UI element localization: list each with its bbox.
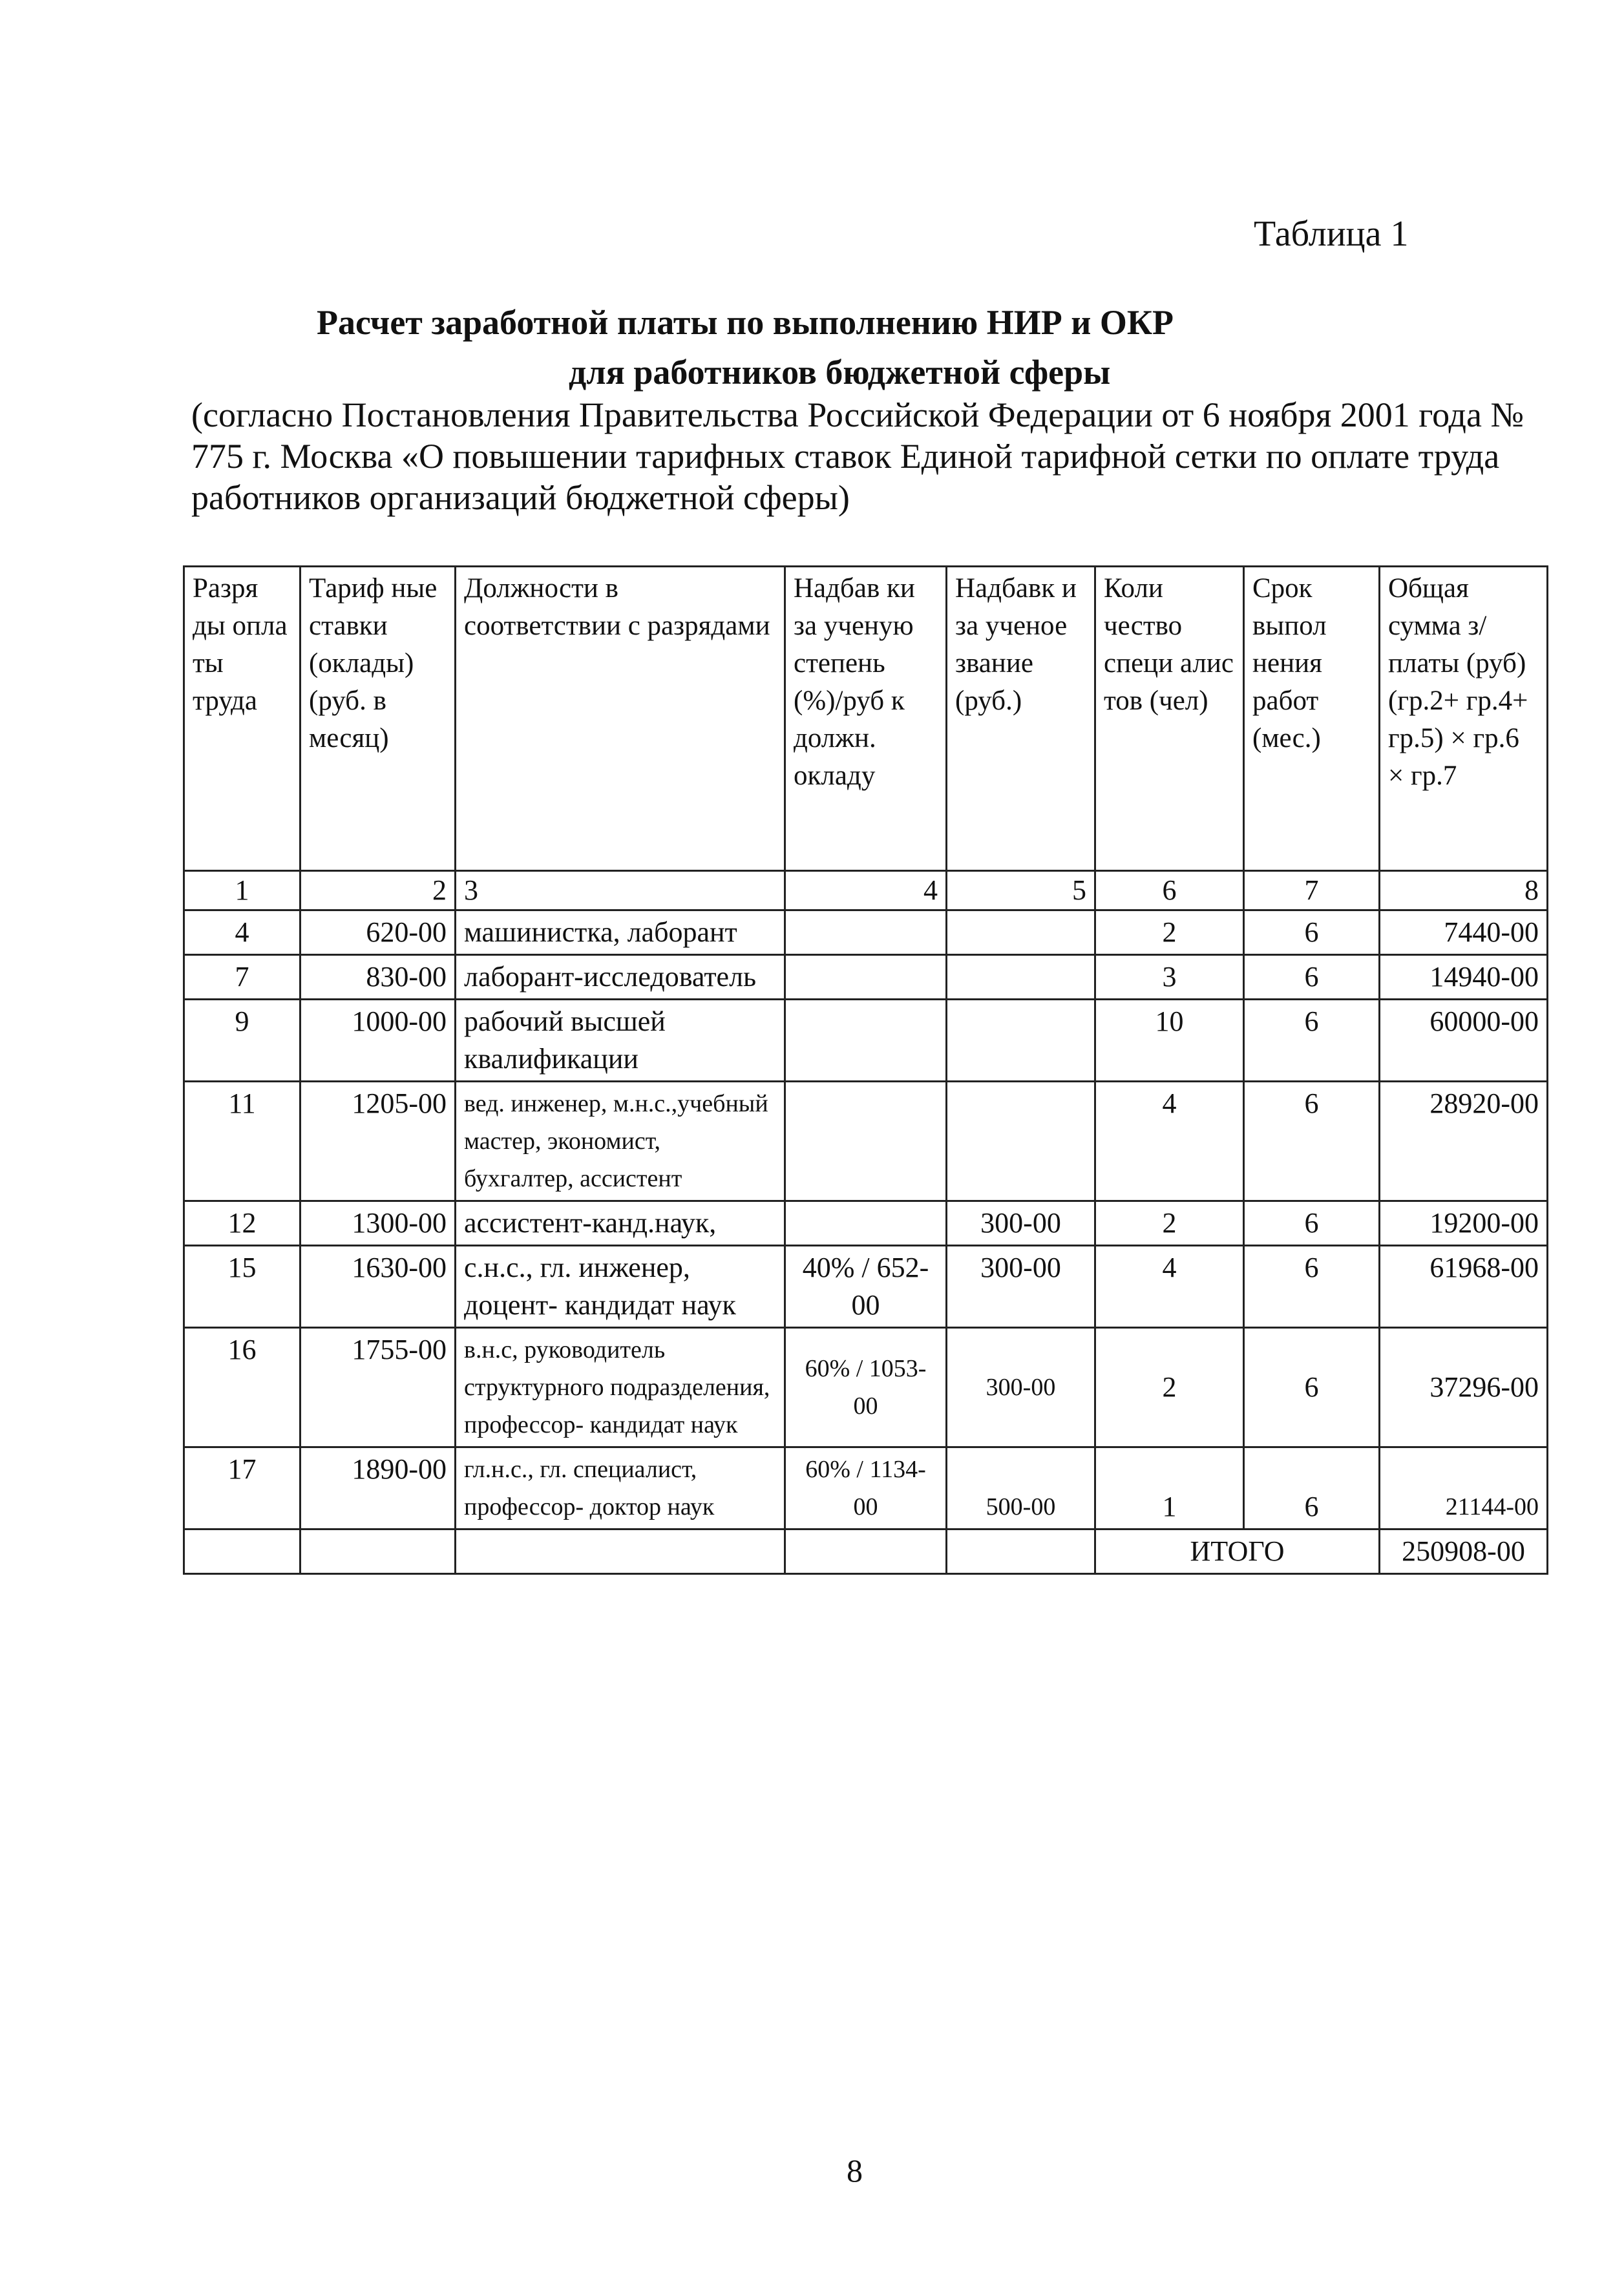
degree-bonus-cell <box>785 1082 947 1201</box>
document-title-line1: Расчет заработной платы по выполнению НИР и ОКР <box>317 303 1174 342</box>
degree-bonus-cell <box>785 955 947 1000</box>
total-label: ИТОГО <box>1095 1529 1380 1574</box>
title-bonus-cell <box>947 1082 1095 1201</box>
column-number-row <box>184 871 1548 910</box>
total-cell: 21144-00 <box>1380 1447 1548 1529</box>
table-row <box>184 910 1548 955</box>
title-bonus-cell: 300-00 <box>947 1201 1095 1246</box>
months-cell: 6 <box>1244 1246 1380 1328</box>
total-cell: 61968-00 <box>1380 1246 1548 1328</box>
position-cell: машинистка, лаборант <box>456 910 785 955</box>
degree-bonus-cell: 40% / 652-00 <box>785 1246 947 1328</box>
months-cell: 6 <box>1244 1201 1380 1246</box>
rate-cell: 1205-00 <box>301 1082 456 1201</box>
grade-cell: 7 <box>184 955 301 1000</box>
empty-cell <box>184 1529 301 1574</box>
grade-cell: 11 <box>184 1082 301 1201</box>
count-cell: 3 <box>1095 955 1244 1000</box>
column-number: 6 <box>1095 871 1244 910</box>
table-row <box>184 1000 1548 1082</box>
months-cell: 6 <box>1244 910 1380 955</box>
title-bonus-cell: 500-00 <box>947 1447 1095 1529</box>
salary-table <box>183 565 1548 1575</box>
grade-cell: 9 <box>184 1000 301 1082</box>
grade-cell: 4 <box>184 910 301 955</box>
document-subtitle: (согласно Постановления Правительства Российской Федерации от 6 ноября 2001 года № 775 г. Москва «О повышении тарифных ставок Единой тарифной сетки по оплате труда работников организаций бюджетной сферы) <box>191 395 1524 517</box>
months-cell: 6 <box>1244 1447 1380 1529</box>
table-row <box>184 1082 1548 1201</box>
months-cell: 6 <box>1244 955 1380 1000</box>
grade-cell: 12 <box>184 1201 301 1246</box>
page-number: 8 <box>847 2152 863 2189</box>
column-number: 5 <box>947 871 1095 910</box>
total-cell: 7440-00 <box>1380 910 1548 955</box>
rate-cell: 620-00 <box>301 910 456 955</box>
degree-bonus-cell <box>785 1000 947 1082</box>
header-cell: Срок выпол нения работ (мес.) <box>1244 567 1380 871</box>
column-number: 4 <box>785 871 947 910</box>
total-cell: 28920-00 <box>1380 1082 1548 1201</box>
grade-cell: 16 <box>184 1328 301 1447</box>
column-number: 3 <box>456 871 785 910</box>
position-cell: рабочий высшей квалификации <box>456 1000 785 1082</box>
header-cell: Надбав ки за ученую степень (%)/руб к должн. окладу <box>785 567 947 871</box>
degree-bonus-cell: 60% / 1053-00 <box>785 1328 947 1447</box>
title-bonus-cell <box>947 1000 1095 1082</box>
position-cell: гл.н.с., гл. специалист, профессор- доктор наук <box>456 1447 785 1529</box>
table-row <box>184 1328 1548 1447</box>
total-cell: 19200-00 <box>1380 1201 1548 1246</box>
rate-cell: 1000-00 <box>301 1000 456 1082</box>
header-cell: Общая сумма з/платы (руб) (гр.2+ гр.4+ гр.5) × гр.6 × гр.7 <box>1380 567 1548 871</box>
count-cell: 2 <box>1095 910 1244 955</box>
months-cell: 6 <box>1244 1082 1380 1201</box>
empty-cell <box>456 1529 785 1574</box>
header-cell: Надбавк и за ученое звание (руб.) <box>947 567 1095 871</box>
column-number: 8 <box>1380 871 1548 910</box>
months-cell: 6 <box>1244 1000 1380 1082</box>
title-bonus-cell <box>947 910 1095 955</box>
table-row <box>184 1246 1548 1328</box>
total-cell: 60000-00 <box>1380 1000 1548 1082</box>
rate-cell: 1890-00 <box>301 1447 456 1529</box>
column-number: 2 <box>301 871 456 910</box>
header-cell: Тариф ные ставки (оклады) (руб. в месяц) <box>301 567 456 871</box>
rate-cell: 1755-00 <box>301 1328 456 1447</box>
header-cell: Разря ды опла ты труда <box>184 567 301 871</box>
header-cell: Должности в соответствии с разрядами <box>456 567 785 871</box>
rate-cell: 1630-00 <box>301 1246 456 1328</box>
total-cell: 37296-00 <box>1380 1328 1548 1447</box>
count-cell: 4 <box>1095 1246 1244 1328</box>
total-cell: 14940-00 <box>1380 955 1548 1000</box>
table-row <box>184 1447 1548 1529</box>
degree-bonus-cell <box>785 1201 947 1246</box>
position-cell: вед. инженер, м.н.с.,учебный мастер, экономист, бухгалтер, ассистент <box>456 1082 785 1201</box>
position-cell: с.н.с., гл. инженер, доцент- кандидат наук <box>456 1246 785 1328</box>
count-cell: 2 <box>1095 1201 1244 1246</box>
position-cell: ассистент-канд.наук, <box>456 1201 785 1246</box>
header-cell: Коли чество специ алис тов (чел) <box>1095 567 1244 871</box>
empty-cell <box>785 1529 947 1574</box>
column-number: 1 <box>184 871 301 910</box>
count-cell: 2 <box>1095 1328 1244 1447</box>
position-cell: в.н.с, руководитель структурного подразделения, профессор- кандидат наук <box>456 1328 785 1447</box>
title-bonus-cell: 300-00 <box>947 1246 1095 1328</box>
months-cell: 6 <box>1244 1328 1380 1447</box>
table-row <box>184 955 1548 1000</box>
count-cell: 10 <box>1095 1000 1244 1082</box>
grade-cell: 15 <box>184 1246 301 1328</box>
title-bonus-cell <box>947 955 1095 1000</box>
table-row <box>184 1201 1548 1246</box>
empty-cell <box>301 1529 456 1574</box>
empty-cell <box>947 1529 1095 1574</box>
table-header-row <box>184 567 1548 871</box>
count-cell: 1 <box>1095 1447 1244 1529</box>
total-value: 250908-00 <box>1380 1529 1548 1574</box>
grade-cell: 17 <box>184 1447 301 1529</box>
table-label: Таблица 1 <box>1254 214 1409 254</box>
column-number: 7 <box>1244 871 1380 910</box>
document-title-line2: для работников бюджетной сферы <box>569 353 1111 392</box>
degree-bonus-cell <box>785 910 947 955</box>
rate-cell: 1300-00 <box>301 1201 456 1246</box>
count-cell: 4 <box>1095 1082 1244 1201</box>
title-bonus-cell: 300-00 <box>947 1328 1095 1447</box>
position-cell: лаборант-исследователь <box>456 955 785 1000</box>
total-row <box>184 1529 1548 1574</box>
rate-cell: 830-00 <box>301 955 456 1000</box>
degree-bonus-cell: 60% / 1134-00 <box>785 1447 947 1529</box>
